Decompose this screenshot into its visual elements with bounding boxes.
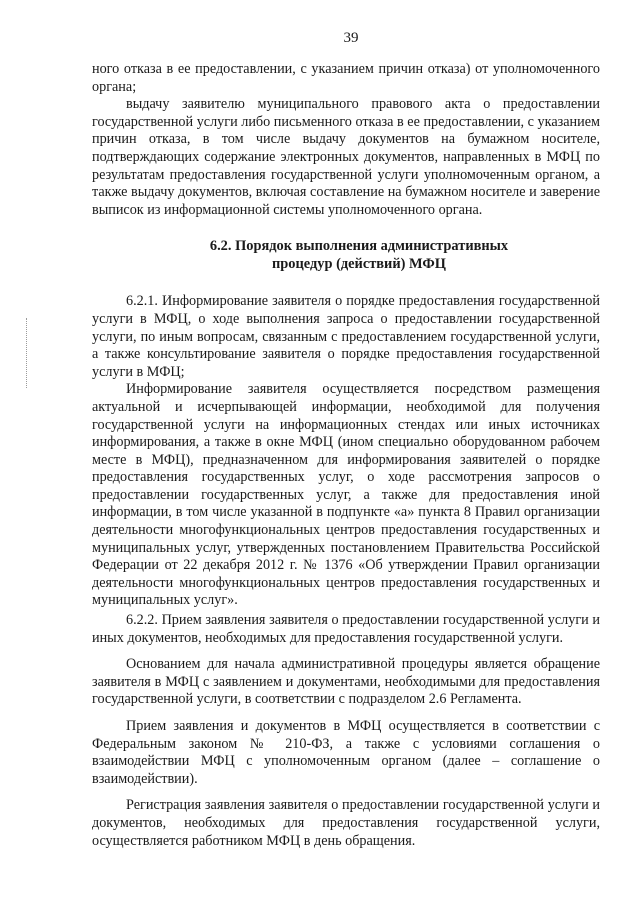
page-number: 39: [343, 30, 359, 46]
section-heading: [92, 237, 600, 273]
paragraph-continuation: ного отказа в ее предоставлении, с указанием причин отказа) от уполномоченного органа;: [92, 61, 600, 95]
paragraph-basis: Основанием для начала административной процедуры является обращение заявителя в МФЦ с заявлением и документами, необходимыми для предоставления государственной услуги, в соответствии с подразделом 2.6 Регламента.: [92, 656, 600, 708]
section-heading-line-2: процедур (действий) МФЦ: [272, 256, 446, 273]
paragraph-reception: Прием заявления и документов в МФЦ осуществляется в соответствии с Федеральным законом № 210-ФЗ, а также с условиями соглашения о взаимодействии МФЦ с уполномоченным органом (далее – соглашение о взаимодействии).: [92, 718, 600, 787]
paragraph-6-2-1: 6.2.1. Информирование заявителя о порядке предоставления государственной услуги в МФЦ, о ходе выполнения запроса о предоставлении государственной услуги, по иным вопросам, связанным с предоставлением государственной услуги, а также консультирование заявителя о порядке предоставления государственной услуги в МФЦ;: [92, 293, 600, 380]
paragraph-issuance: выдачу заявителю муниципального правового акта о предоставлении государственной услуги либо письменного отказа в ее предоставлении, с указанием причин отказа, в том числе выдачу документов на бумажном носителе, подтверждающих содержание электронных документов, направленных в МФЦ по результатам предоставления государственной услуги уполномоченным органом, а также выдачу документов, включая составление на бумажном носителе и заверение выписок из информационной системы уполномоченного органа.: [92, 96, 600, 218]
paragraph-6-2-2: 6.2.2. Прием заявления заявителя о предоставлении государственной услуги и иных документов, необходимых для предоставления государственной услуги.: [92, 612, 600, 646]
paragraph-registration: Регистрация заявления заявителя о предоставлении государственной услуги и документов, необходимых для предоставления государственной услуги, осуществляется работником МФЦ в день обращения.: [92, 797, 600, 849]
paragraph-informing: Информирование заявителя осуществляется посредством размещения актуальной и исчерпывающей информации, необходимой для получения государственной услуги на информационных стендах или иных источниках информирования, а также в окне МФЦ (ином специально оборудованном рабочем месте в МФЦ), предназначенном для информирования заявителей о порядке предоставления государственных услуг, о ходе рассмотрения запросов о предоставлении государственных услуг, а также для предоставления иной информации, в том числе указанной в подпункте «а» пункта 8 Правил организации деятельности многофункциональных центров предоставления государственных и муниципальных услуг, утвержденных постановлением Правительства Российской Федерации от 22 декабря 2012 г. № 1376 «Об утверждении Правил организации деятельности многофункциональных центров предоставления государственных и муниципальных услуг».: [92, 381, 600, 609]
margin-mark: [26, 318, 28, 388]
section-heading-line-1: 6.2. Порядок выполнения административных: [209, 238, 509, 255]
